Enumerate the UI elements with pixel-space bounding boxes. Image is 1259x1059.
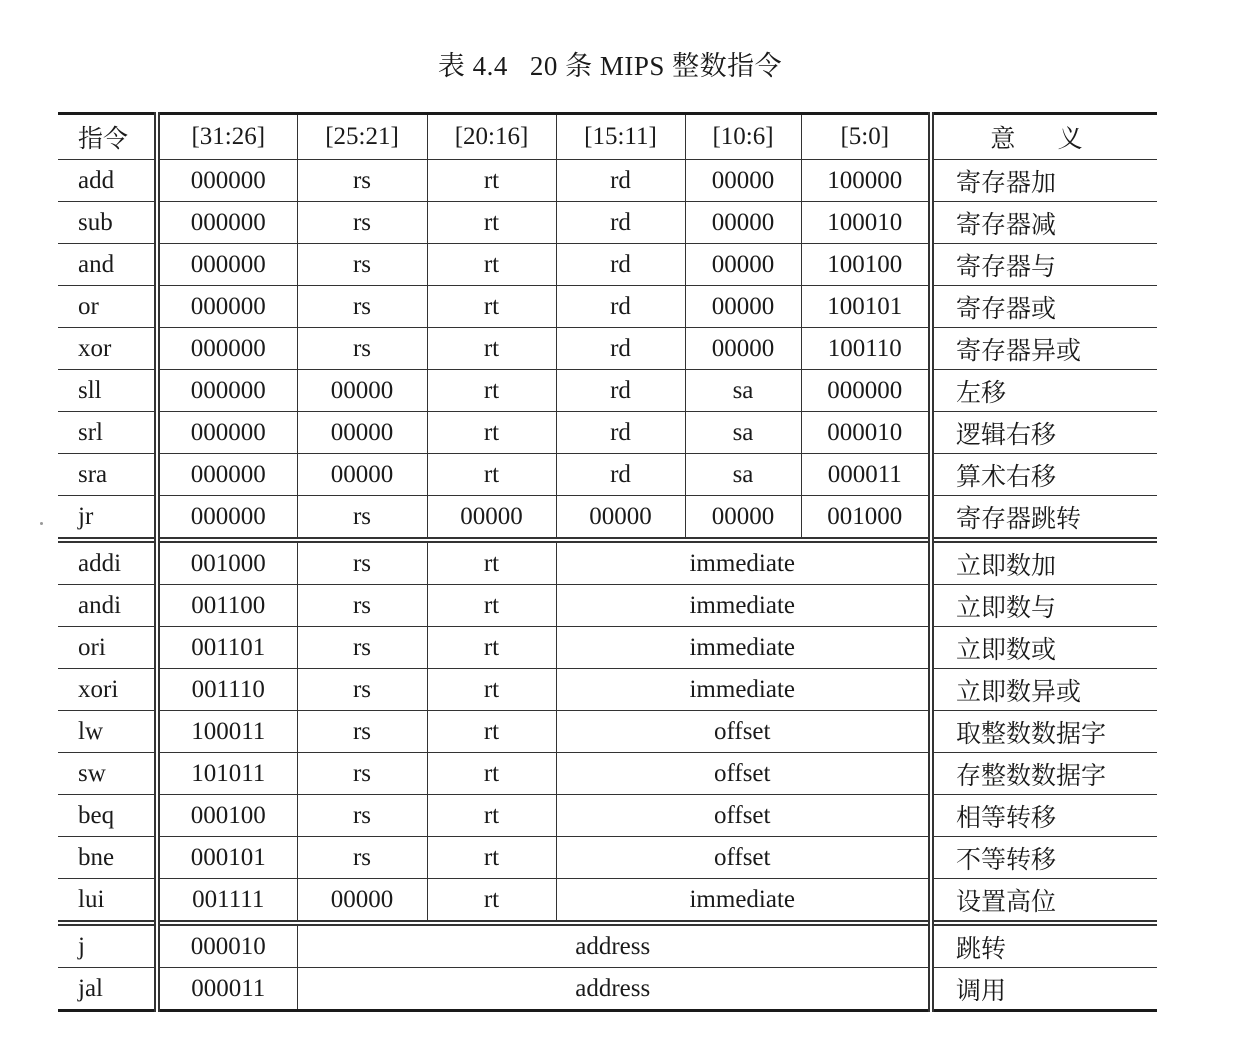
shamt-cell: 00000 xyxy=(685,202,801,244)
shamt-cell: 00000 xyxy=(685,286,801,328)
table-row xyxy=(58,753,1157,795)
rd-cell: rd xyxy=(556,286,685,328)
header-bits-5-0: [5:0] xyxy=(801,114,931,160)
opcode-cell: 001101 xyxy=(157,627,297,669)
instruction-name: sub xyxy=(58,202,157,244)
meaning-cell: 寄存器与 xyxy=(931,244,1157,286)
header-row xyxy=(58,114,1157,160)
rs-cell: rs xyxy=(297,286,427,328)
rs-cell: rs xyxy=(297,753,427,795)
meaning-cell: 立即数与 xyxy=(931,585,1157,627)
opcode-cell: 000011 xyxy=(157,968,297,1011)
opcode-cell: 000000 xyxy=(157,202,297,244)
rs-cell: rs xyxy=(297,496,427,541)
rt-cell: rt xyxy=(427,160,556,202)
opcode-cell: 000000 xyxy=(157,286,297,328)
opcode-cell: 000010 xyxy=(157,923,297,968)
rd-cell: rd xyxy=(556,202,685,244)
rs-cell: rs xyxy=(297,540,427,585)
rt-cell: rt xyxy=(427,837,556,879)
rt-cell: rt xyxy=(427,286,556,328)
address-cell: address xyxy=(297,923,931,968)
mips-instruction-table xyxy=(58,112,1157,1012)
opcode-cell: 000000 xyxy=(157,160,297,202)
funct-cell: 001000 xyxy=(801,496,931,541)
instruction-name: xori xyxy=(58,669,157,711)
instruction-name: sw xyxy=(58,753,157,795)
shamt-cell: 00000 xyxy=(685,496,801,541)
rd-cell: rd xyxy=(556,370,685,412)
funct-cell: 000011 xyxy=(801,454,931,496)
shamt-cell: 00000 xyxy=(685,328,801,370)
instruction-name: and xyxy=(58,244,157,286)
rt-cell: rt xyxy=(427,412,556,454)
immediate-cell: immediate xyxy=(556,879,931,924)
instruction-name: sll xyxy=(58,370,157,412)
rt-cell: rt xyxy=(427,202,556,244)
rd-cell: 00000 xyxy=(556,496,685,541)
rs-cell: rs xyxy=(297,669,427,711)
opcode-cell: 000000 xyxy=(157,370,297,412)
header-bits-25-21: [25:21] xyxy=(297,114,427,160)
rs-cell: rs xyxy=(297,160,427,202)
meaning-cell: 取整数数据字 xyxy=(931,711,1157,753)
meaning-cell: 寄存器或 xyxy=(931,286,1157,328)
opcode-cell: 001100 xyxy=(157,585,297,627)
rt-cell: rt xyxy=(427,585,556,627)
opcode-cell: 101011 xyxy=(157,753,297,795)
rs-cell: rs xyxy=(297,795,427,837)
shamt-cell: sa xyxy=(685,370,801,412)
immediate-cell: offset xyxy=(556,753,931,795)
shamt-cell: sa xyxy=(685,412,801,454)
instruction-name: beq xyxy=(58,795,157,837)
table-row xyxy=(58,627,1157,669)
meaning-cell: 存整数数据字 xyxy=(931,753,1157,795)
immediate-cell: immediate xyxy=(556,669,931,711)
instruction-name: jr xyxy=(58,496,157,541)
instruction-name: add xyxy=(58,160,157,202)
meaning-cell: 寄存器异或 xyxy=(931,328,1157,370)
meaning-cell: 跳转 xyxy=(931,923,1157,968)
table-row xyxy=(58,669,1157,711)
rt-cell: rt xyxy=(427,669,556,711)
table-row xyxy=(58,585,1157,627)
rt-cell: rt xyxy=(427,879,556,924)
opcode-cell: 000000 xyxy=(157,412,297,454)
instruction-name: srl xyxy=(58,412,157,454)
opcode-cell: 100011 xyxy=(157,711,297,753)
header-bits-31-26: [31:26] xyxy=(157,114,297,160)
opcode-cell: 000000 xyxy=(157,496,297,541)
rs-cell: 00000 xyxy=(297,454,427,496)
table-row xyxy=(58,412,1157,454)
table-row xyxy=(58,879,1157,924)
meaning-cell: 立即数加 xyxy=(931,540,1157,585)
rd-cell: rd xyxy=(556,454,685,496)
instruction-name: jal xyxy=(58,968,157,1011)
meaning-cell: 调用 xyxy=(931,968,1157,1011)
table-row xyxy=(58,160,1157,202)
meaning-cell: 寄存器跳转 xyxy=(931,496,1157,541)
meaning-cell: 相等转移 xyxy=(931,795,1157,837)
funct-cell: 100110 xyxy=(801,328,931,370)
table-row xyxy=(58,968,1157,1011)
table-row xyxy=(58,795,1157,837)
instruction-name: xor xyxy=(58,328,157,370)
rd-cell: rd xyxy=(556,328,685,370)
rt-cell: rt xyxy=(427,454,556,496)
table-row xyxy=(58,454,1157,496)
rt-cell: rt xyxy=(427,370,556,412)
rs-cell: rs xyxy=(297,328,427,370)
instruction-name: andi xyxy=(58,585,157,627)
header-bits-15-11: [15:11] xyxy=(556,114,685,160)
opcode-cell: 000000 xyxy=(157,328,297,370)
table-row xyxy=(58,202,1157,244)
caption-label: 表 4.4 xyxy=(437,51,508,81)
rd-cell: rd xyxy=(556,412,685,454)
shamt-cell: 00000 xyxy=(685,160,801,202)
table-row xyxy=(58,540,1157,585)
opcode-cell: 000000 xyxy=(157,454,297,496)
instruction-name: lw xyxy=(58,711,157,753)
rd-cell: rd xyxy=(556,244,685,286)
address-cell: address xyxy=(297,968,931,1011)
meaning-cell: 算术右移 xyxy=(931,454,1157,496)
shamt-cell: 00000 xyxy=(685,244,801,286)
table-row xyxy=(58,328,1157,370)
rs-cell: 00000 xyxy=(297,370,427,412)
funct-cell: 100101 xyxy=(801,286,931,328)
scan-speck xyxy=(40,522,43,525)
table-row xyxy=(58,286,1157,328)
rt-cell: rt xyxy=(427,711,556,753)
rt-cell: rt xyxy=(427,328,556,370)
header-meaning: 意 义 xyxy=(931,114,1157,160)
funct-cell: 000000 xyxy=(801,370,931,412)
table-row xyxy=(58,370,1157,412)
header-instruction: 指令 xyxy=(78,126,129,153)
rs-cell: rs xyxy=(297,711,427,753)
instruction-name: j xyxy=(58,923,157,968)
opcode-cell: 001110 xyxy=(157,669,297,711)
table-caption xyxy=(0,44,1220,83)
table-row xyxy=(58,923,1157,968)
rt-cell: rt xyxy=(427,753,556,795)
header-bits-10-6: [10:6] xyxy=(685,114,801,160)
opcode-cell: 000100 xyxy=(157,795,297,837)
immediate-cell: offset xyxy=(556,795,931,837)
meaning-cell: 左移 xyxy=(931,370,1157,412)
rd-cell: rd xyxy=(556,160,685,202)
meaning-cell: 设置高位 xyxy=(931,879,1157,924)
immediate-cell: offset xyxy=(556,837,931,879)
instruction-name: or xyxy=(58,286,157,328)
opcode-cell: 000101 xyxy=(157,837,297,879)
instruction-name: bne xyxy=(58,837,157,879)
meaning-cell: 不等转移 xyxy=(931,837,1157,879)
instruction-name: sra xyxy=(58,454,157,496)
meaning-cell: 寄存器减 xyxy=(931,202,1157,244)
funct-cell: 000010 xyxy=(801,412,931,454)
opcode-cell: 001000 xyxy=(157,540,297,585)
rs-cell: rs xyxy=(297,202,427,244)
meaning-cell: 寄存器加 xyxy=(931,160,1157,202)
immediate-cell: immediate xyxy=(556,627,931,669)
rt-cell: rt xyxy=(427,795,556,837)
immediate-cell: offset xyxy=(556,711,931,753)
table-row xyxy=(58,496,1157,541)
opcode-cell: 001111 xyxy=(157,879,297,924)
rt-cell: rt xyxy=(427,244,556,286)
rs-cell: rs xyxy=(297,627,427,669)
immediate-cell: immediate xyxy=(556,585,931,627)
table-row xyxy=(58,244,1157,286)
rt-cell: rt xyxy=(427,627,556,669)
rs-cell: 00000 xyxy=(297,879,427,924)
header-bits-20-16: [20:16] xyxy=(427,114,556,160)
rs-cell: rs xyxy=(297,837,427,879)
instruction-name: addi xyxy=(58,540,157,585)
meaning-cell: 立即数异或 xyxy=(931,669,1157,711)
rs-cell: 00000 xyxy=(297,412,427,454)
table-row xyxy=(58,711,1157,753)
opcode-cell: 000000 xyxy=(157,244,297,286)
table-row xyxy=(58,837,1157,879)
rs-cell: rs xyxy=(297,244,427,286)
rs-cell: rs xyxy=(297,585,427,627)
shamt-cell: sa xyxy=(685,454,801,496)
meaning-cell: 立即数或 xyxy=(931,627,1157,669)
rt-cell: 00000 xyxy=(427,496,556,541)
immediate-cell: immediate xyxy=(556,540,931,585)
rt-cell: rt xyxy=(427,540,556,585)
instruction-name: ori xyxy=(58,627,157,669)
meaning-cell: 逻辑右移 xyxy=(931,412,1157,454)
caption-title: 20 条 MIPS 整数指令 xyxy=(529,51,783,81)
funct-cell: 100010 xyxy=(801,202,931,244)
funct-cell: 100100 xyxy=(801,244,931,286)
funct-cell: 100000 xyxy=(801,160,931,202)
instruction-name: lui xyxy=(58,879,157,924)
